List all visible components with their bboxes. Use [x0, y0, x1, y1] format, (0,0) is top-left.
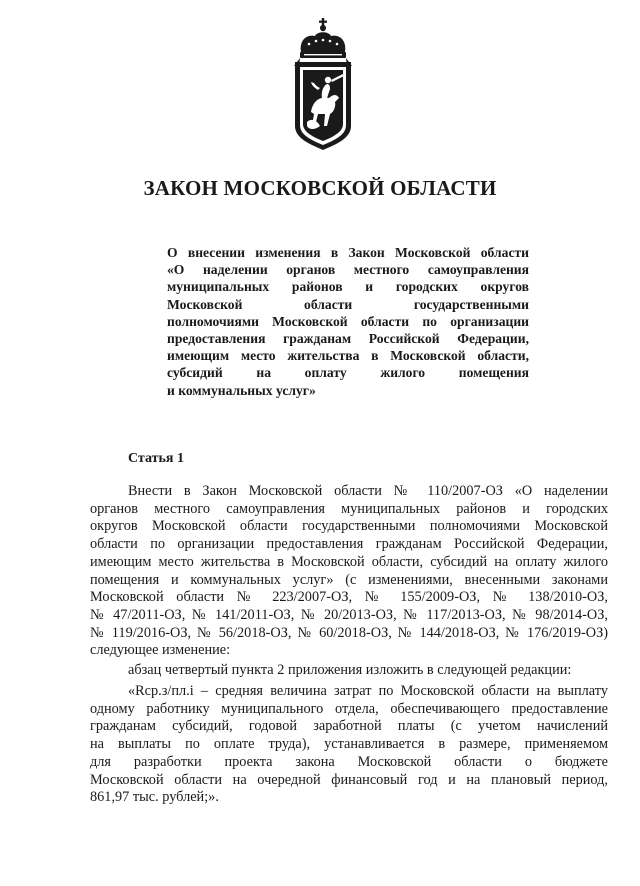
paragraph-line: Московской области № 223/2007-ОЗ, № 155/2009-ОЗ, № 138/2010-ОЗ, — [90, 589, 608, 606]
article-paragraph-2 — [90, 662, 608, 680]
paragraph-line: абзац четвертый пункта 2 приложения изложить в следующей редакции: — [128, 662, 572, 678]
subject-line: предоставления гражданам Российской Федерации, — [167, 331, 529, 347]
subject-line: субсидий на оплату жилого помещения — [167, 365, 529, 381]
paragraph-line: следующее изменение: — [90, 642, 231, 659]
paragraph-line: Внести в Закон Московской области № 110/2007-ОЗ «О наделении — [128, 483, 608, 499]
article-paragraph-3 — [90, 683, 608, 807]
subject-line: О внесении изменения в Закон Московской области — [167, 245, 529, 260]
subject-line: Московской области государственными — [167, 296, 529, 312]
paragraph-line: области по организации предоставления гражданам Российской Федерации, — [90, 536, 608, 553]
paragraph-line: округов Московской области государственными полномочиями Московской — [90, 518, 608, 535]
article-paragraph-1 — [90, 483, 608, 660]
paragraph-line: «Rср.з/пл.i – средняя величина затрат по Московской области на выплату — [128, 683, 608, 699]
paragraph-line: Московской области на очередной финансовый год и на плановый период, — [90, 771, 608, 788]
document-title: ЗАКОН МОСКОВСКОЙ ОБЛАСТИ — [143, 176, 497, 200]
subject-line: «О наделении органов местного самоуправления — [167, 262, 529, 278]
paragraph-line: органов местного самоуправления муниципальных районов и городских — [90, 500, 608, 517]
paragraph-line: имеющим место жительства в Московской области, субсидий на оплату жилого — [90, 553, 608, 570]
subject-line: муниципальных районов и городских округов — [167, 279, 529, 295]
article-heading: Статья 1 — [128, 451, 184, 466]
paragraph-line: гражданам субсидий, годовой заработной платы (с учетом начислений — [90, 718, 608, 735]
paragraph-line: 861,97 тыс. рублей;». — [90, 789, 219, 806]
paragraph-line: одному работнику муниципального отдела, обеспечивающего предоставление — [90, 700, 608, 717]
subject-line: имеющим место жительства в Московской области, — [167, 348, 529, 364]
paragraph-line: на выплаты по оплате труда), устанавливается в размере, применяемом — [90, 736, 608, 753]
paragraph-line: № 119/2016-ОЗ, № 56/2018-ОЗ, № 60/2018-ОЗ, № 144/2018-ОЗ, № 176/2019-ОЗ) — [90, 624, 608, 641]
moscow-oblast-coat-of-arms-icon — [287, 14, 359, 152]
paragraph-line: № 47/2011-ОЗ, № 141/2011-ОЗ, № 20/2013-ОЗ, № 117/2013-ОЗ, № 98/2014-ОЗ, — [90, 606, 608, 623]
law-subject-heading — [167, 244, 529, 399]
paragraph-line: помещения и коммунальных услуг» (с изменениями, внесенными законами — [90, 571, 608, 588]
subject-line: полномочиями Московской области по организации — [167, 313, 529, 329]
paragraph-line: для разработки проекта закона Московской области о бюджете — [90, 753, 608, 770]
subject-line: и коммунальных услуг» — [167, 382, 316, 398]
